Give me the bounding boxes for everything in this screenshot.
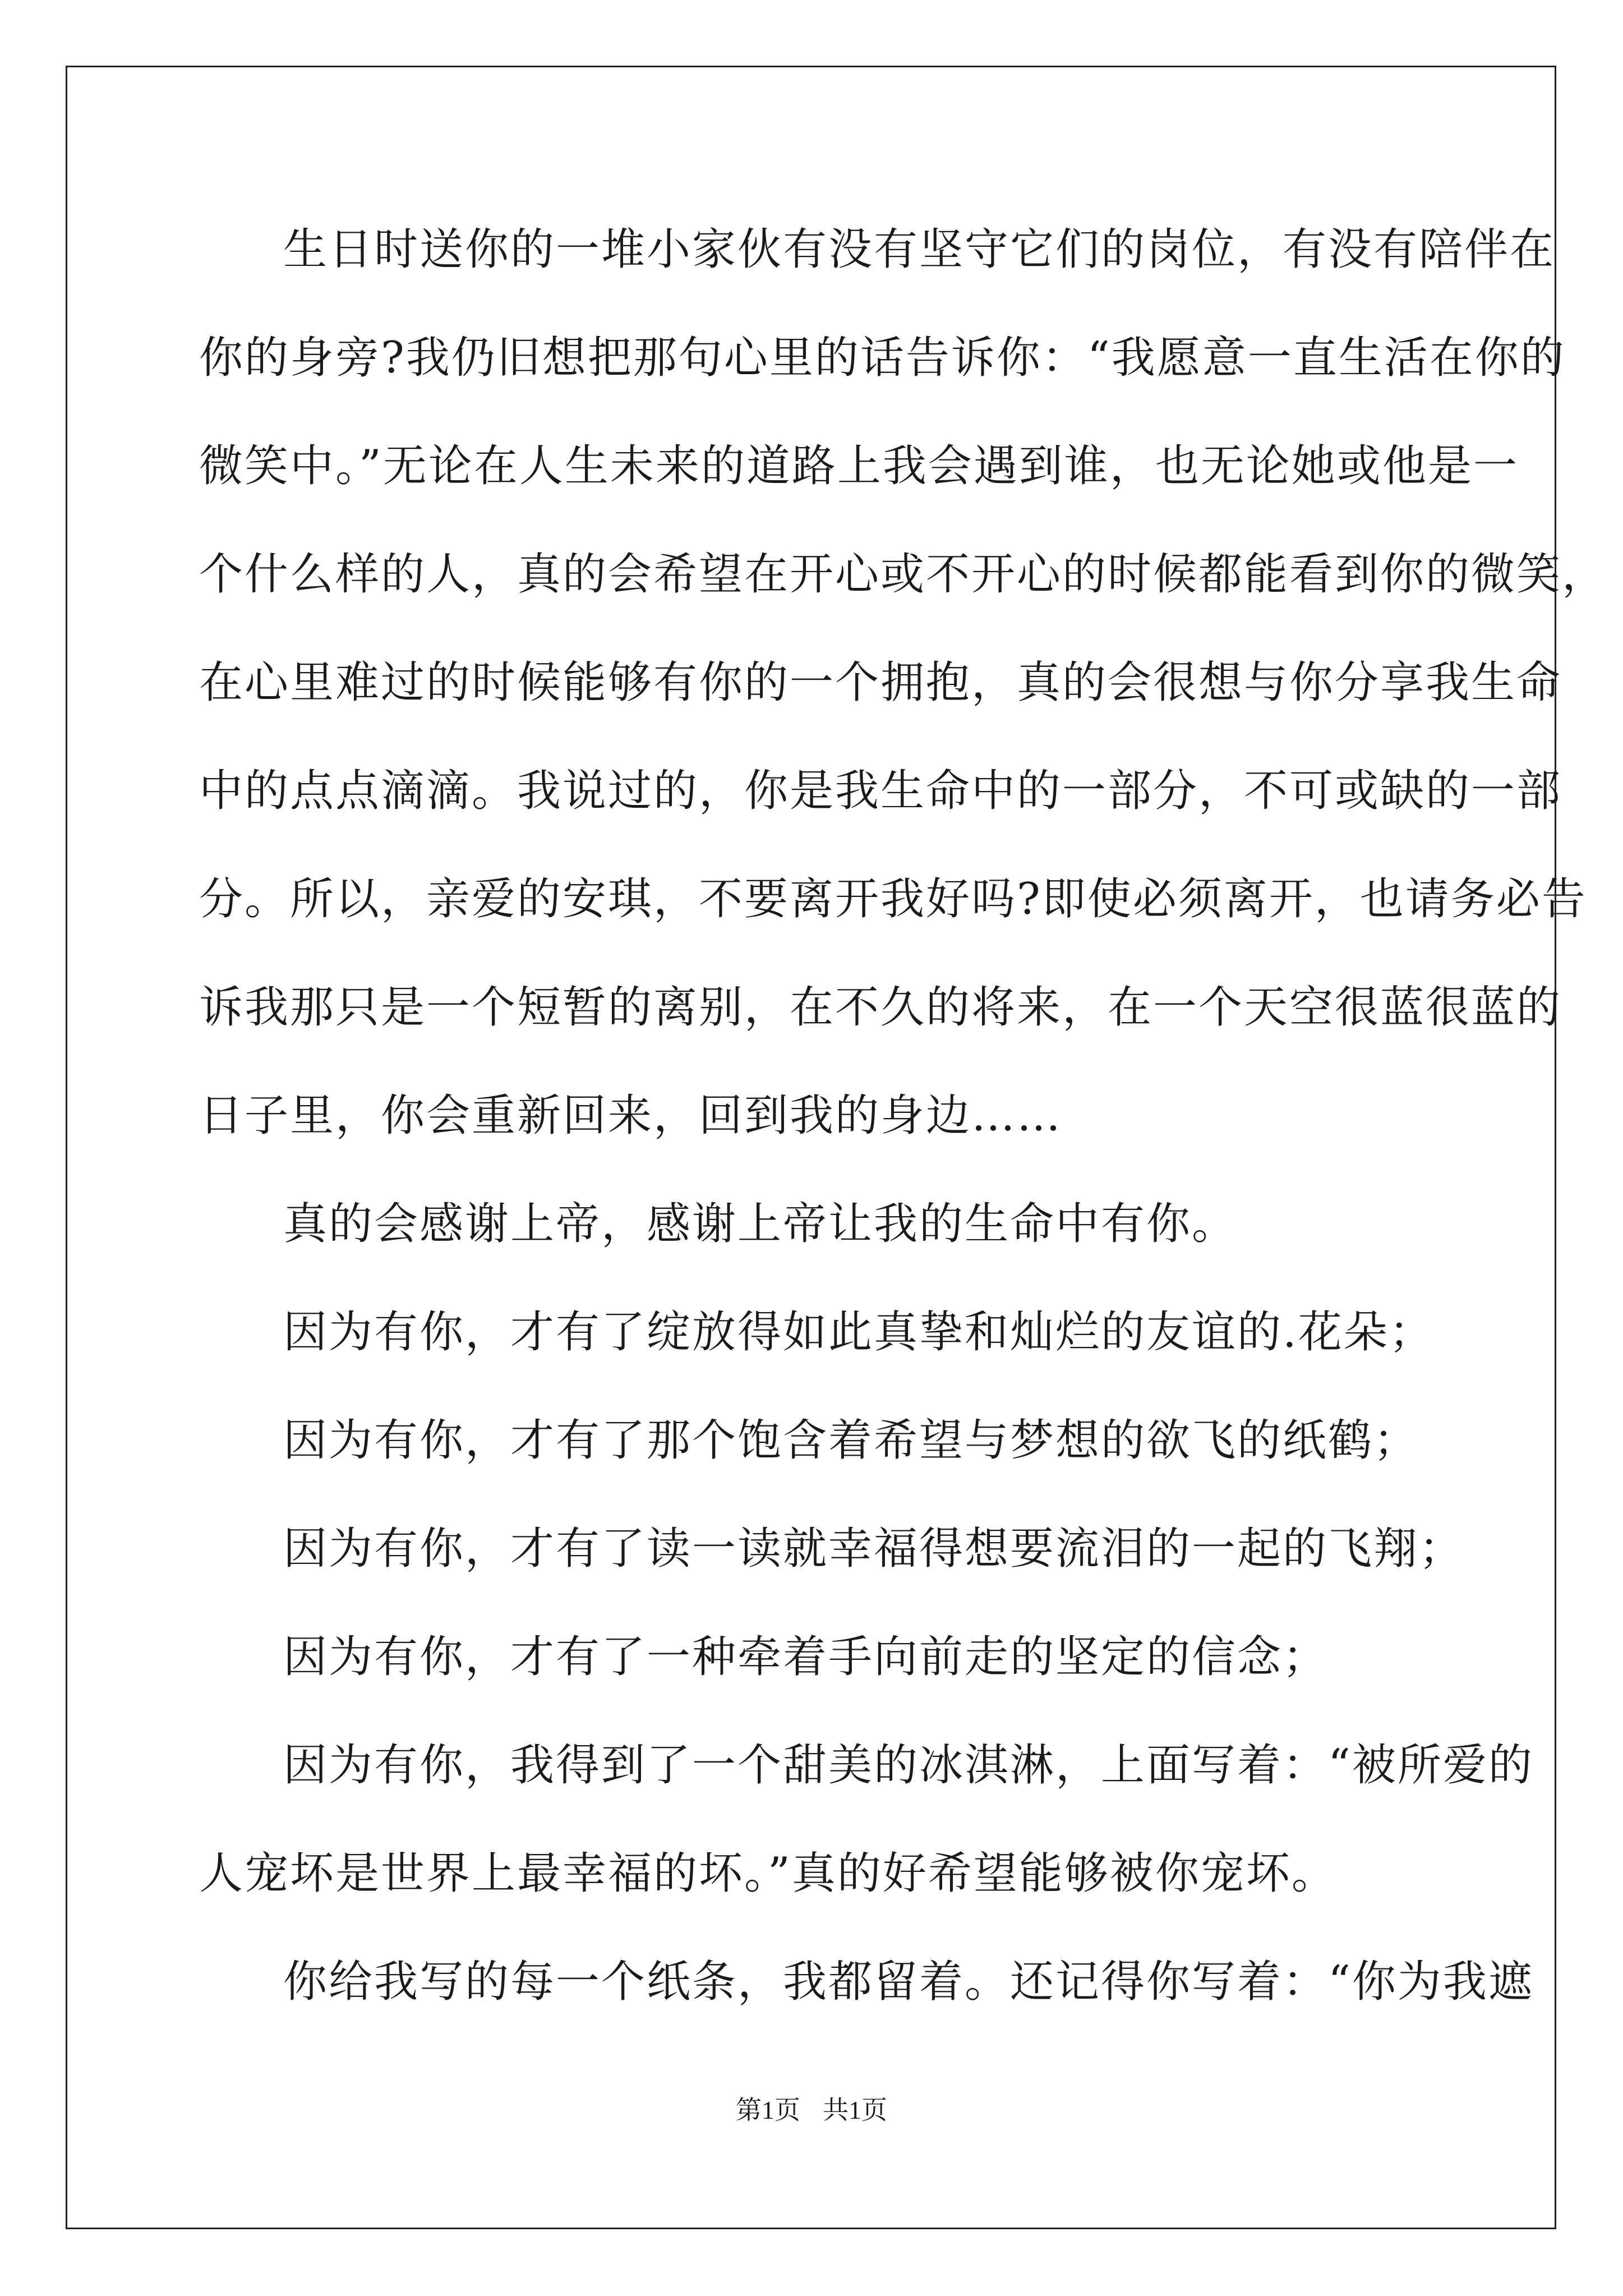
paragraph-line: 分。所以，亲爱的安琪，不要离开我好吗?即使必须离开，也请务必告 bbox=[199, 874, 1587, 924]
paragraph-line: 个什么样的人，真的会希望在开心或不开心的时候都能看到你的微笑， bbox=[199, 549, 1608, 600]
paragraph-line: 因为有你，才有了一种牵着手向前走的坚定的信念； bbox=[283, 1632, 1329, 1682]
paragraph-line: 因为有你，才有了绽放得如此真挚和灿烂的友谊的.花朵； bbox=[283, 1307, 1435, 1358]
page-number: 第1页 bbox=[736, 2096, 800, 2124]
page-total: 共1页 bbox=[823, 2096, 887, 2124]
page-footer bbox=[0, 2093, 1623, 2127]
paragraph-line: 真的会感谢上帝，感谢上帝让我的生命中有你。 bbox=[283, 1199, 1238, 1249]
paragraph-line: 中的点点滴滴。我说过的，你是我生命中的一部分，不可或缺的一部 bbox=[199, 766, 1562, 816]
paragraph-line: 生日时送你的一堆小家伙有没有坚守它们的岗位，有没有陪伴在 bbox=[283, 224, 1556, 275]
paragraph-line: 微笑中。”无论在人生未来的道路上我会遇到谁，也无论她或他是一 bbox=[199, 441, 1519, 491]
paragraph-line: 因为有你，才有了那个饱含着希望与梦想的欲飞的纸鹤； bbox=[283, 1415, 1419, 1466]
paragraph-line: 诉我那只是一个短暂的离别，在不久的将来，在一个天空很蓝很蓝的 bbox=[199, 982, 1562, 1033]
paragraph-line: 因为有你，才有了读一读就幸福得想要流泪的一起的飞翔； bbox=[283, 1524, 1465, 1574]
paragraph-line: 因为有你，我得到了一个甜美的冰淇淋，上面写着：“被所爱的 bbox=[283, 1740, 1534, 1791]
paragraph-line: 日子里，你会重新回来，回到我的身边…… bbox=[199, 1091, 1063, 1141]
paragraph-line: 在心里难过的时候能够有你的一个拥抱，真的会很想与你分享我生命 bbox=[199, 657, 1562, 708]
paragraph-line: 你的身旁?我仍旧想把那句心里的话告诉你：“我愿意一直生活在你的 bbox=[199, 333, 1566, 383]
paragraph-line: 人宠坏是世界上最幸福的坏。”真的好希望能够被你宠坏。 bbox=[199, 1848, 1337, 1899]
paragraph-line: 你给我写的每一个纸条，我都留着。还记得你写着：“你为我遮 bbox=[283, 1957, 1534, 2007]
